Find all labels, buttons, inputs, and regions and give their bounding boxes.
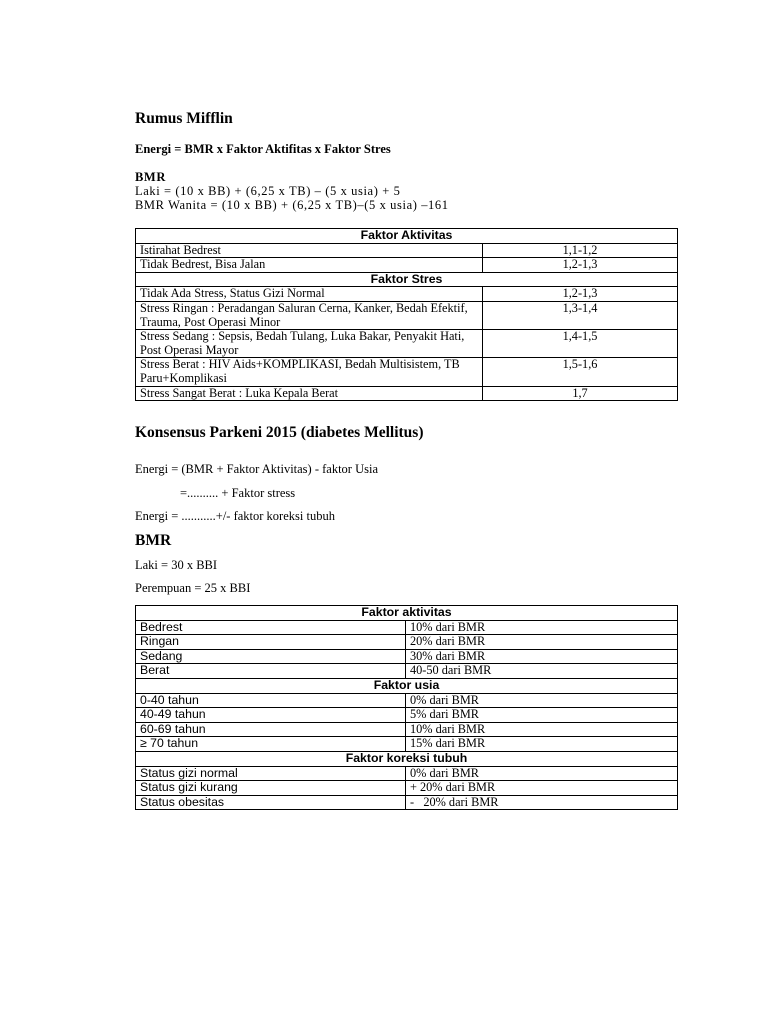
row-label: Bedrest [136, 620, 406, 635]
row-label: Stress Ringan : Peradangan Saluran Cerna, Kanker, Bedah Efektif, Trauma, Post Operasi Minor [136, 301, 483, 329]
table-row [136, 766, 678, 781]
table-row [136, 708, 678, 723]
row-label: Berat [136, 664, 406, 679]
table-row [136, 795, 678, 810]
row-label: Tidak Ada Stress, Status Gizi Normal [136, 287, 483, 302]
row-value: 10% dari BMR [406, 722, 678, 737]
row-label: Istirahat Bedrest [136, 243, 483, 258]
row-value: 30% dari BMR [406, 649, 678, 664]
row-label: 40-49 tahun [136, 708, 406, 723]
table-row [136, 693, 678, 708]
section-title-parkeni: Konsensus Parkeni 2015 (diabetes Mellitus) [135, 424, 424, 441]
table-row [136, 386, 678, 401]
row-value: 10% dari BMR [406, 620, 678, 635]
bmr-wanita-formula: BMR Wanita = (10 x BB) + (6,25 x TB)–(5 x usia) –161 [135, 198, 449, 212]
row-label: 0-40 tahun [136, 693, 406, 708]
header-faktor-usia: Faktor usia [136, 678, 678, 693]
header-faktor-aktivitas: Faktor Aktivitas [136, 229, 678, 244]
row-label: ≥ 70 tahun [136, 737, 406, 752]
table-row [136, 330, 678, 358]
row-label: Tidak Bedrest, Bisa Jalan [136, 258, 483, 273]
table-row [136, 358, 678, 386]
row-label: Status obesitas [136, 795, 406, 810]
row-label: Stress Sedang : Sepsis, Bedah Tulang, Luka Bakar, Penyakit Hati, Post Operasi Mayor [136, 330, 483, 358]
energi-formula-2: =.......... + Faktor stress [180, 486, 296, 500]
header-faktor-koreksi: Faktor koreksi tubuh [136, 751, 678, 766]
table-header-row [136, 272, 678, 287]
row-label: Ringan [136, 635, 406, 650]
row-value: 15% dari BMR [406, 737, 678, 752]
table-row [136, 258, 678, 273]
row-label: Stress Berat : HIV Aids+KOMPLIKASI, Bedah Multisistem, TB Paru+Komplikasi [136, 358, 483, 386]
energi-formula-3: Energi = ...........+/- faktor koreksi tubuh [135, 509, 335, 523]
row-value: 1,3-1,4 [483, 301, 678, 329]
table-row [136, 781, 678, 796]
section-title-bmr: BMR [135, 532, 172, 549]
row-value: 40-50 dari BMR [406, 664, 678, 679]
factor-table-mifflin [135, 228, 678, 401]
row-value: 1,1-1,2 [483, 243, 678, 258]
bmr-perempuan: Perempuan = 25 x BBI [135, 581, 251, 595]
table-row [136, 620, 678, 635]
row-value: 5% dari BMR [406, 708, 678, 723]
table-header-row [136, 606, 678, 621]
table-row [136, 664, 678, 679]
row-label: Status gizi normal [136, 766, 406, 781]
table-row [136, 649, 678, 664]
row-value: 1,4-1,5 [483, 330, 678, 358]
header-faktor-aktivitas: Faktor aktivitas [136, 606, 678, 621]
row-value: 1,5-1,6 [483, 358, 678, 386]
row-value: 0% dari BMR [406, 693, 678, 708]
row-value: 1,2-1,3 [483, 287, 678, 302]
row-value: 1,2-1,3 [483, 258, 678, 273]
row-label: Stress Sangat Berat : Luka Kepala Berat [136, 386, 483, 401]
energi-formula-1: Energi = (BMR + Faktor Aktivitas) - faktor Usia [135, 462, 379, 476]
row-value: 0% dari BMR [406, 766, 678, 781]
bmr-laki: Laki = 30 x BBI [135, 558, 218, 572]
bmr-label: BMR [135, 170, 166, 184]
row-label: 60-69 tahun [136, 722, 406, 737]
header-faktor-stres: Faktor Stres [136, 272, 678, 287]
mifflin-formula: Energi = BMR x Faktor Aktifitas x Faktor Stres [135, 142, 391, 156]
row-value: 1,7 [483, 386, 678, 401]
row-label: Sedang [136, 649, 406, 664]
row-value: - 20% dari BMR [406, 795, 678, 810]
table-header-row [136, 229, 678, 244]
bmr-laki-formula: Laki = (10 x BB) + (6,25 x TB) – (5 x usia) + 5 [135, 184, 401, 198]
table-header-row [136, 678, 678, 693]
section-title-mifflin: Rumus Mifflin [135, 110, 233, 127]
table-row [136, 737, 678, 752]
table-row [136, 635, 678, 650]
row-value: + 20% dari BMR [406, 781, 678, 796]
table-row [136, 301, 678, 329]
table-row [136, 243, 678, 258]
table-header-row [136, 751, 678, 766]
factor-table-parkeni [135, 605, 678, 810]
row-value: 20% dari BMR [406, 635, 678, 650]
table-row [136, 722, 678, 737]
table-row [136, 287, 678, 302]
row-label: Status gizi kurang [136, 781, 406, 796]
